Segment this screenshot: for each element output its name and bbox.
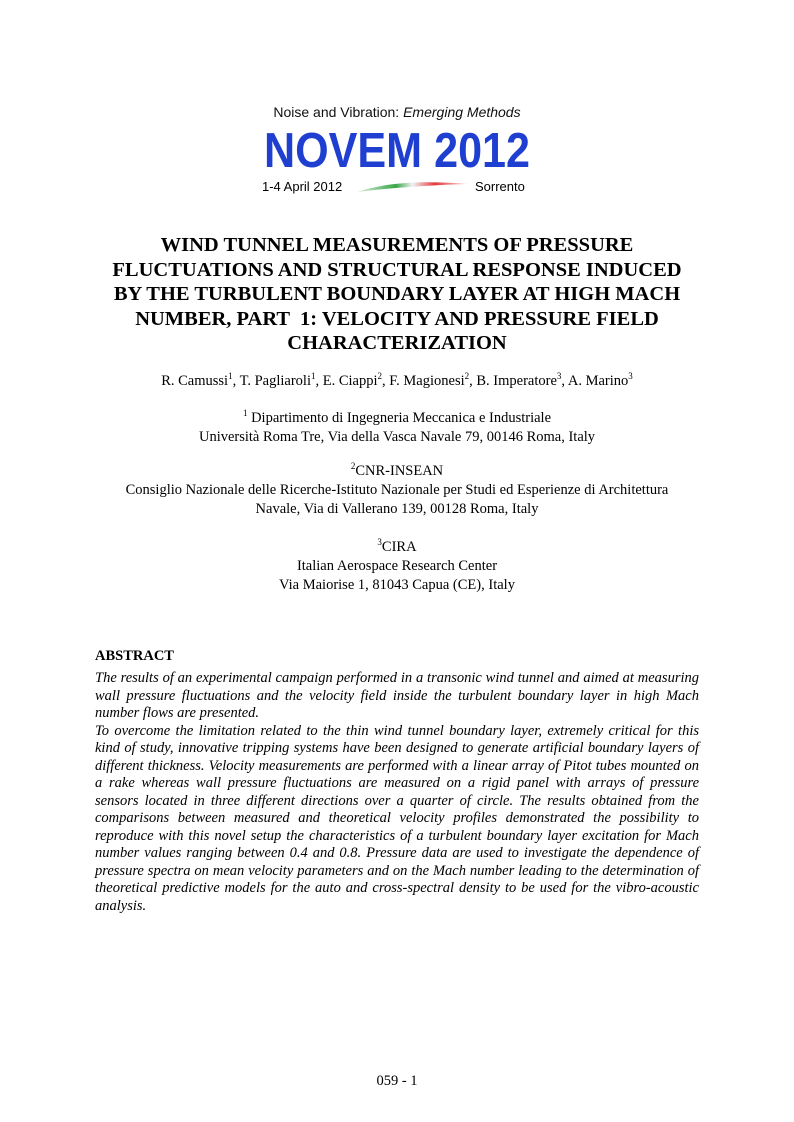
paper-title [80, 233, 714, 356]
abstract-body [95, 670, 699, 915]
title-line: BY THE TURBULENT BOUNDARY LAYER AT HIGH MACH [113, 283, 681, 305]
author: F. Magionesi$^2$, [389, 371, 477, 389]
title-line: NUMBER, PART 1: VELOCITY AND PRESSURE FIELD [135, 307, 659, 330]
conference-dateline [0, 177, 794, 197]
page-number: 059 - 1 [376, 1073, 418, 1089]
affiliation-3: $^3$CIRA Italian Aerospace Research Center Via Maiorise 1, 81043 Capua (CE), Italy [279, 537, 515, 593]
italian-flag-swoosh-icon [355, 179, 470, 195]
author-list [0, 371, 794, 391]
author: A. Marino$^3$ [567, 371, 633, 389]
affiliation-1: $^1$ Dipartimento di Ingegneria Meccanica e Industriale Università Roma Tre, Via della Vasca Navale 79, 00146 Roma, Italy [198, 408, 596, 445]
author: B. Imperatore$^3$, [476, 371, 568, 389]
novem-logo: NOVEM 2012 [263, 124, 531, 178]
title-line: CHARACTERIZATION [287, 332, 507, 354]
title-line: WIND TUNNEL MEASUREMENTS OF PRESSURE [160, 234, 634, 256]
conference-date: 1-4 April 2012 [262, 179, 343, 194]
abstract-paragraph: To overcome the limitation related to the thin wind tunnel boundary layer, extremely critical for this kind of study, innovative tripping systems have been designed to generate artificial boundary layers of different thickness. Velocity measurements are performed with a linear array of Pitot tubes mounted on a rake whereas wall pressure fluctuations are measured on a rigid panel with arrays of pressure sensors located in three different directions over a quarter of circle. The results obtained from the comparisons between measured and theoretical velocity profiles demonstrated the possibility to reproduce with this novel setup the characteristics of a turbulent boundary layer excitation for Mach number values ranging between 0.4 and 0.8. Pressure data are used to investigate the dependence of pressure spectra on mean velocity parameters and on the Mach number leading to the determination of theoretical predictive models for the auto and cross-spectral density to be used for the vibro-acoustic analysis. [95, 722, 699, 914]
abstract-heading: ABSTRACT [95, 648, 174, 664]
conference-subtitle: Noise and Vibration: Emerging Methods [273, 104, 521, 120]
conference-header [0, 103, 794, 194]
author: E. Ciappi$^2$, [322, 371, 390, 389]
conference-place: Sorrento [475, 179, 525, 194]
author: R. Camussi$^1$, [161, 371, 240, 389]
affiliation-2: $^2$CNR-INSEAN Consiglio Nazionale delle Ricerche-Istituto Nazionale per Studi ed Esperienze di Architettura Navale, Via di Vallerano 139, 00128 Roma, Italy [125, 461, 669, 517]
author: T. Pagliaroli$^1$, [239, 371, 323, 389]
abstract-paragraph: The results of an experimental campaign performed in a transonic wind tunnel and aimed at measuring wall pressure fluctuations and the velocity field inside the turbulent boundary layer in high Mach number flows are presented. [95, 670, 699, 721]
title-line: FLUCTUATIONS AND STRUCTURAL RESPONSE INDUCED [112, 258, 682, 281]
